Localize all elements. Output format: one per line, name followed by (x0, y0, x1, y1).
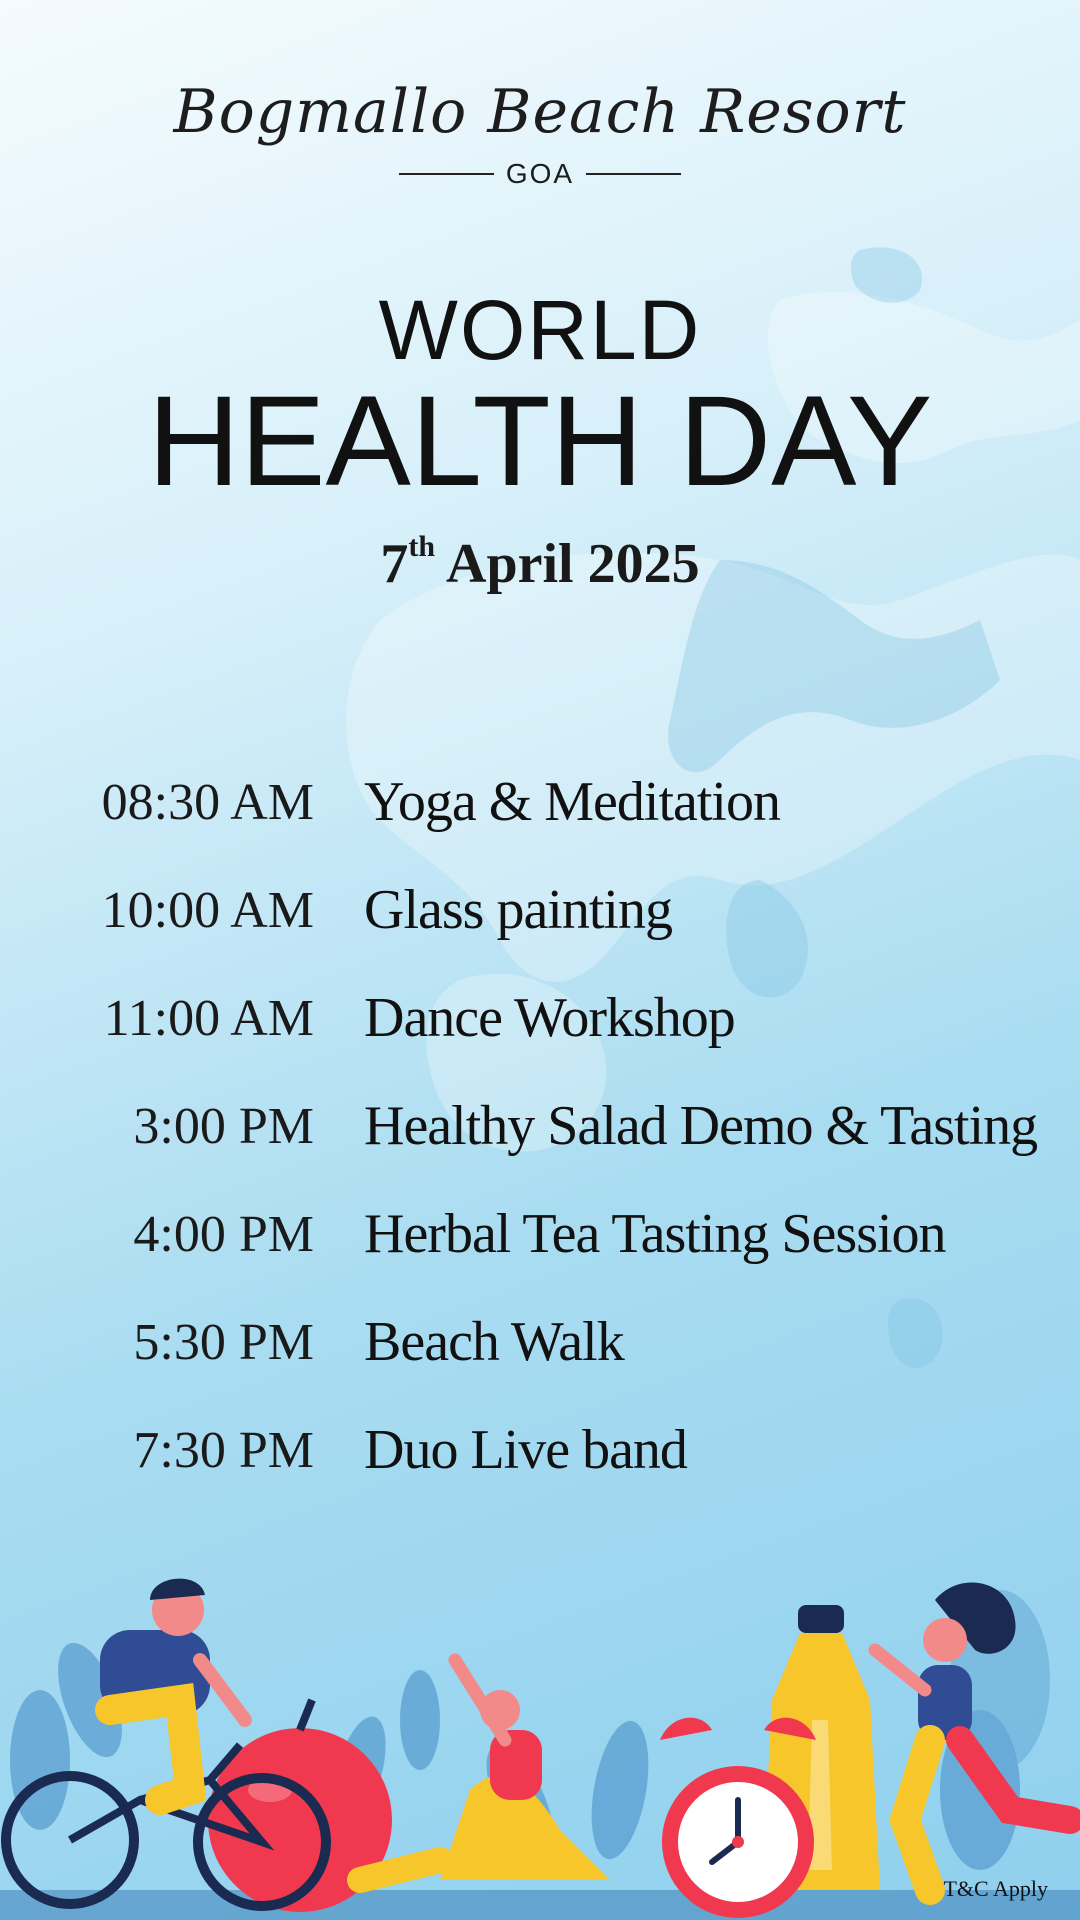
date-month-year: April 2025 (446, 533, 700, 595)
schedule-time: 7:30 PM (133, 1421, 314, 1479)
schedule-row (0, 1180, 1080, 1288)
schedule-row (0, 748, 1080, 856)
resort-brand (0, 77, 1080, 190)
health-illustration (0, 1560, 1080, 1920)
yoga-person-icon (360, 1660, 610, 1880)
schedule-row (0, 964, 1080, 1072)
schedule-row (0, 1396, 1080, 1504)
schedule-time: 4:00 PM (133, 1205, 314, 1263)
schedule-time: 10:00 AM (101, 881, 314, 939)
schedule-event: Glass painting (364, 879, 672, 941)
schedule-event: Duo Live band (364, 1419, 687, 1481)
schedule-event: Dance Workshop (364, 987, 735, 1049)
schedule-time: 11:00 AM (103, 989, 314, 1047)
schedule-row (0, 1288, 1080, 1396)
schedule-row (0, 1072, 1080, 1180)
schedule-row (0, 856, 1080, 964)
terms-note: T&C Apply (943, 1876, 1048, 1901)
schedule-event: Healthy Salad Demo & Tasting (364, 1095, 1038, 1157)
schedule-time: 08:30 AM (101, 773, 314, 831)
schedule-time: 5:30 PM (133, 1313, 314, 1371)
resort-logo: Bogmallo Beach Resort (173, 77, 907, 147)
divider-left (399, 173, 494, 175)
divider-right (586, 173, 681, 175)
schedule-event: Herbal Tea Tasting Session (364, 1203, 946, 1265)
title-world: WORLD (378, 283, 702, 377)
schedule-event: Yoga & Meditation (364, 771, 780, 833)
date-suffix: th (408, 530, 436, 563)
schedule-list (0, 748, 1080, 1504)
resort-location: GOA (505, 158, 575, 189)
schedule-event: Beach Walk (364, 1311, 624, 1373)
date-day: 7 (380, 533, 409, 595)
event-date (0, 532, 1080, 596)
resort-location-row (0, 158, 1080, 190)
schedule-time: 3:00 PM (133, 1097, 314, 1155)
title-health-day: HEALTH DAY (147, 370, 933, 513)
